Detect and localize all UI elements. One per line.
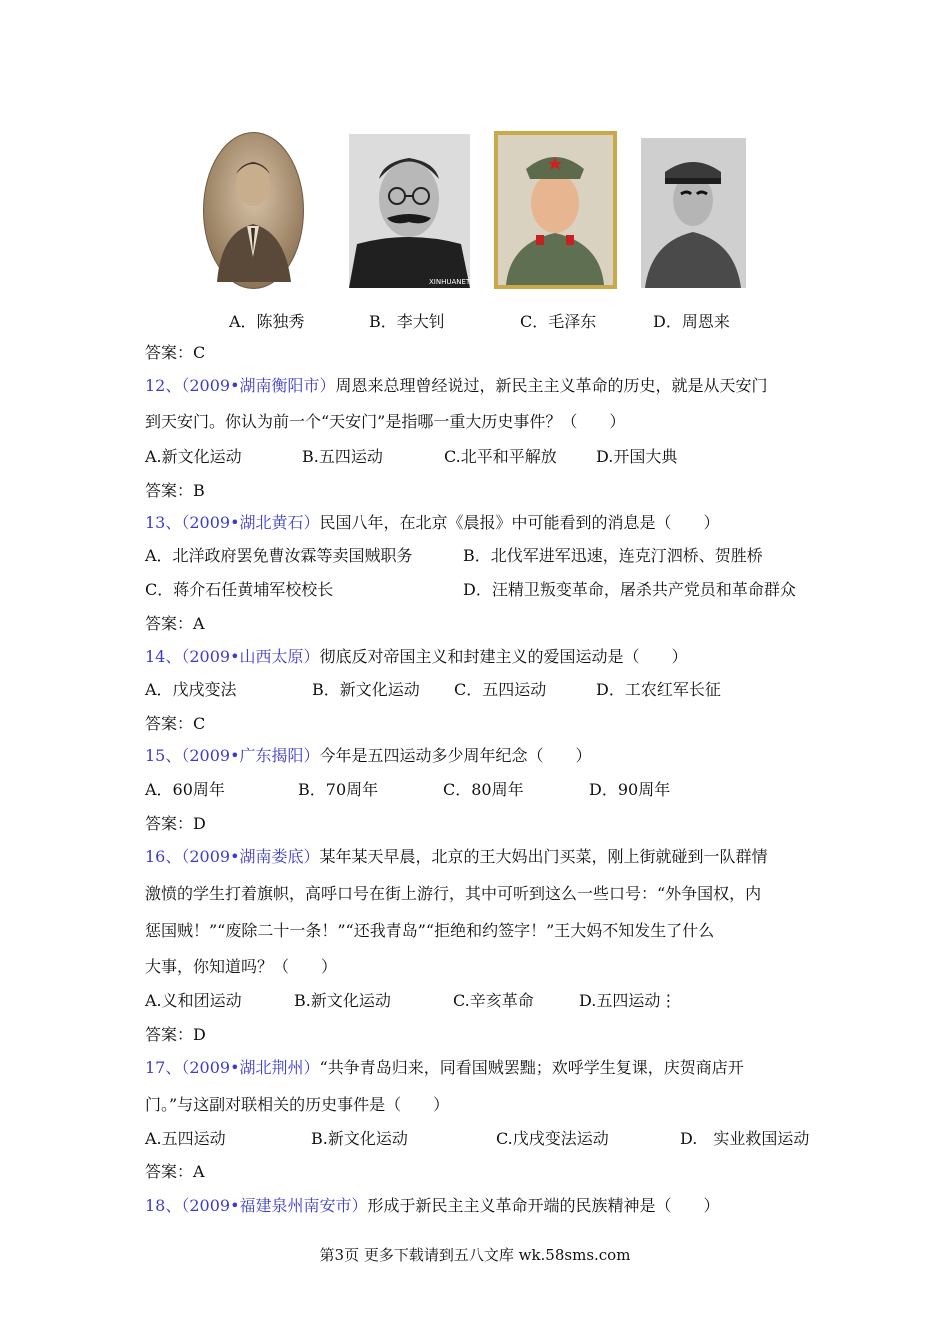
option-c: C.北平和平解放: [444, 447, 557, 466]
option-d: D．90周年: [589, 780, 671, 799]
question-15-text-1: 今年是五四运动多少周年纪念（ ）: [319, 746, 592, 765]
question-12-source: 12、（2009•湖南衡阳市）: [145, 376, 336, 395]
portrait-labels: [0, 309, 950, 333]
portrait-chen-duxiu: [203, 132, 304, 289]
option-d: D. 实业救国运动: [680, 1129, 810, 1148]
question-18: [145, 1195, 720, 1217]
question-16-text-3: 惩国贼！”“废除二十一条！”“还我青岛”“拒绝和约签字！”王大妈不知发生了什么: [145, 921, 715, 940]
answer-13: 答案：A: [145, 614, 205, 633]
option-c: C.辛亥革命: [453, 991, 534, 1010]
question-16-text-2: 激愤的学生打着旗帜，高呼口号在街上游行，其中可听到这么一些口号：“外争国权，内: [145, 884, 762, 903]
answer-12: 答案：B: [145, 481, 205, 500]
option-a: A．60周年: [145, 780, 225, 799]
option-c: C．五四运动: [454, 680, 547, 699]
portrait-label-a: A．陈独秀: [229, 312, 305, 331]
question-16-text-1: 某年某天早晨，北京的王大妈出门买菜，刚上街就碰到一队群情: [319, 847, 768, 866]
question-12-text-2: 到天安门。你认为前一个“天安门”是指哪一重大历史事件？（ ）: [145, 412, 626, 431]
portrait-label-d: D．周恩来: [653, 312, 730, 331]
question-16-source: 16、（2009•湖南娄底）: [145, 847, 320, 866]
option-d: D.开国大典: [596, 447, 678, 466]
option-d: D．工农红军长征: [596, 680, 721, 699]
question-16-text-4: 大事，你知道吗？（ ）: [145, 957, 338, 976]
answer-15: 答案：D: [145, 814, 206, 833]
option-b: B.五四运动: [302, 447, 383, 466]
question-14: [145, 646, 688, 668]
question-15-source: 15、（2009•广东揭阳）: [145, 746, 320, 765]
option-b: B．北伐军进军迅速，连克汀泗桥、贺胜桥: [463, 546, 763, 565]
option-d: D．汪精卫叛变革命，屠杀共产党员和革命群众: [463, 580, 796, 599]
question-17-text-1: “共争青岛归来，同看国贼罢黜；欢呼学生复课，庆贺商店开: [319, 1058, 744, 1077]
answer-14: 答案：C: [145, 714, 206, 733]
question-12: [145, 375, 768, 397]
portrait-label-b: B．李大钊: [369, 312, 445, 331]
answer-11: 答案：C: [145, 343, 206, 362]
question-13-text-1: 民国八年，在北京《晨报》中可能看到的消息是（ ）: [319, 513, 720, 532]
portrait-label-c: C．毛泽东: [520, 312, 597, 331]
question-12-text-1: 周恩来总理曾经说过，新民主主义革命的历史，就是从天安门: [335, 376, 768, 395]
question-18-text-1: 形成于新民主主义革命开端的民族精神是（ ）: [367, 1196, 720, 1215]
answer-17: 答案：A: [145, 1162, 205, 1181]
option-b: B.新文化运动: [311, 1129, 408, 1148]
question-14-source: 14、（2009•山西太原）: [145, 647, 320, 666]
option-c: C.戊戌变法运动: [496, 1129, 609, 1148]
option-b: B．新文化运动: [312, 680, 420, 699]
question-13: [145, 512, 720, 534]
option-a: A．戊戌变法: [145, 680, 237, 699]
xinhuanet-watermark: XINHUANET: [429, 278, 470, 286]
answer-16: 答案：D: [145, 1025, 206, 1044]
page-footer: 第3页 更多下载请到五八文库 wk.58sms.com: [319, 1246, 631, 1264]
option-c: C．80周年: [443, 780, 524, 799]
option-a: A．北洋政府罢免曹汝霖等卖国贼职务: [145, 546, 413, 565]
option-a: A.新文化运动: [145, 447, 242, 466]
question-14-text-1: 彻底反对帝国主义和封建主义的爱国运动是（ ）: [319, 647, 688, 666]
question-17-source: 17、（2009•湖北荆州）: [145, 1058, 320, 1077]
option-a: A.义和团运动: [145, 991, 242, 1010]
portrait-li-dazhao: [349, 134, 470, 288]
question-13-source: 13、（2009•湖北黄石）: [145, 513, 320, 532]
option-d: D.五四运动⋮: [579, 991, 677, 1010]
question-17: [145, 1057, 744, 1079]
question-17-text-2: 门。”与这副对联相关的历史事件是（ ）: [145, 1095, 450, 1114]
option-b: B．70周年: [298, 780, 379, 799]
question-16: [145, 846, 768, 868]
question-18-source: 18、（2009•福建泉州南安市）: [145, 1196, 368, 1215]
option-a: A.五四运动: [145, 1129, 226, 1148]
question-15: [145, 745, 592, 767]
portrait-row: [0, 130, 950, 295]
portrait-mao-zedong: [494, 131, 617, 289]
option-c: C．蒋介石任黄埔军校校长: [145, 580, 334, 599]
portrait-zhou-enlai: [641, 138, 746, 288]
option-b: B.新文化运动: [294, 991, 391, 1010]
